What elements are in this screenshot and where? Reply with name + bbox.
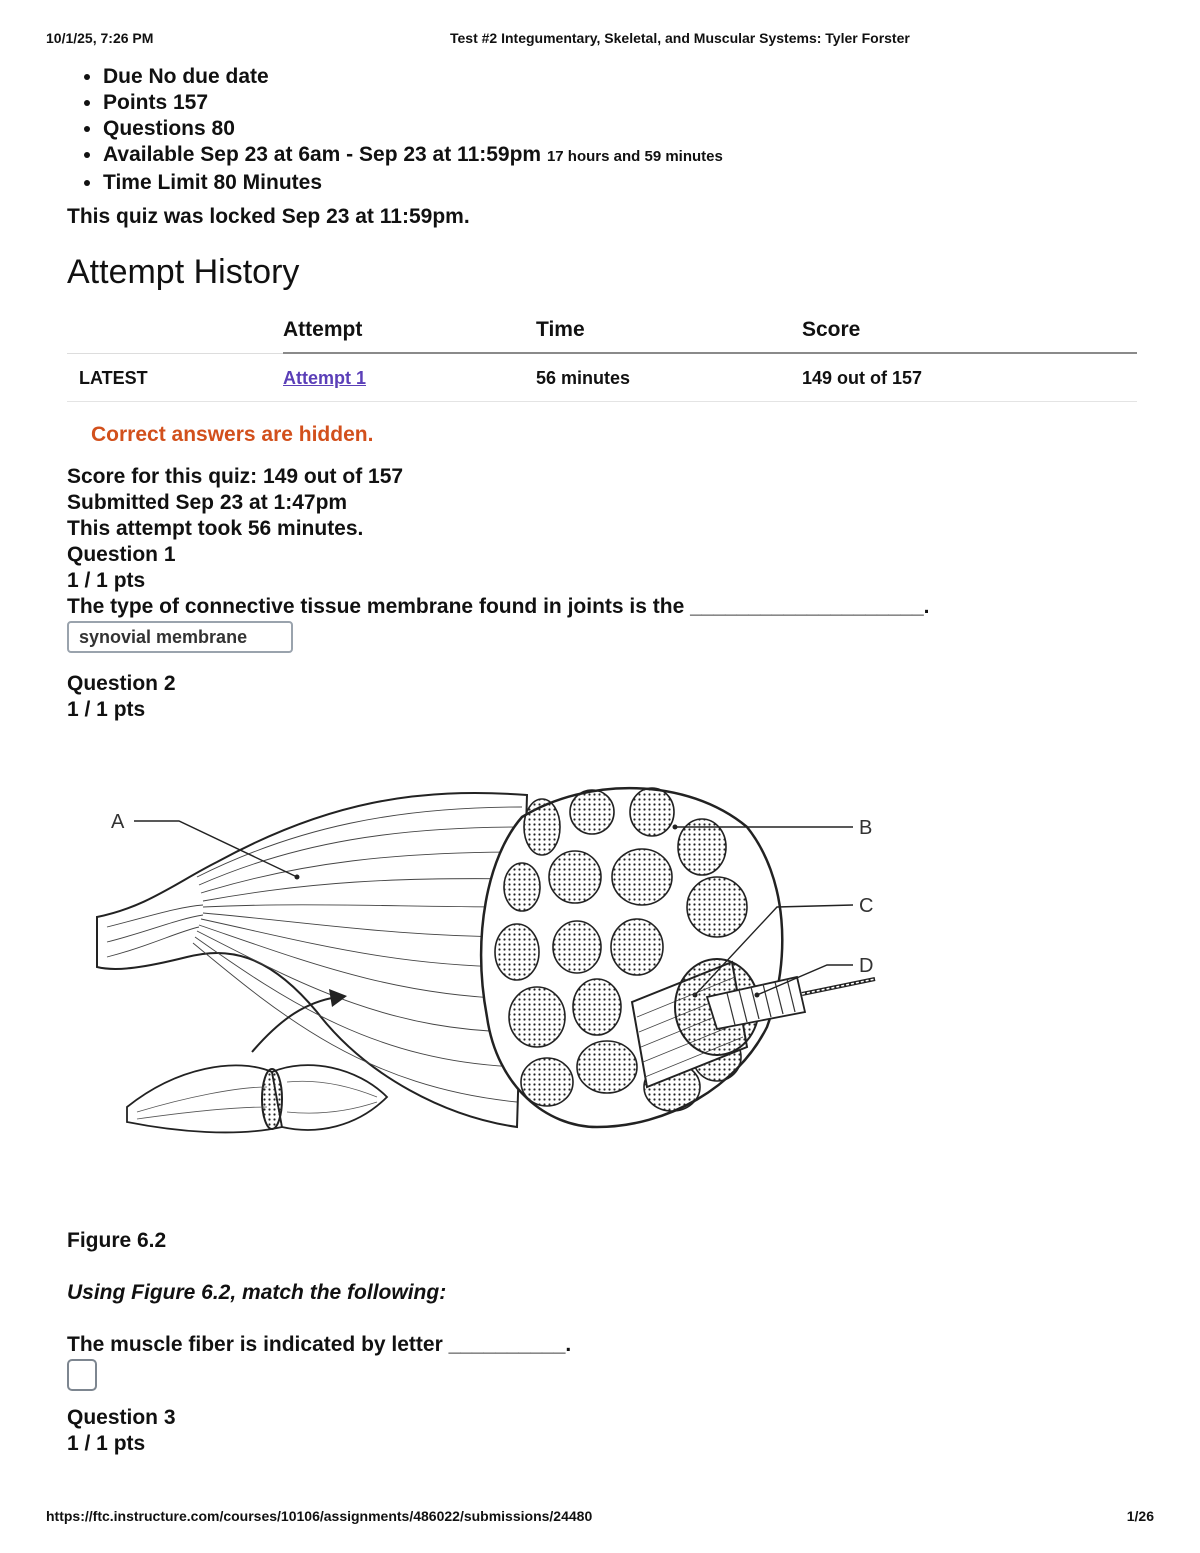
print-header: [46, 30, 1154, 50]
quiz-meta-list: [67, 64, 1137, 196]
attempt-duration: This attempt took 56 minutes.: [67, 517, 364, 540]
time-cell: 56 minutes: [536, 353, 802, 402]
meta-questions: • Questions 80: [103, 116, 1137, 142]
meta-points: • Points 157: [103, 90, 1137, 116]
question-text: The muscle fiber is indicated by letter __________.: [67, 1333, 572, 1356]
answer-field[interactable]: [67, 1359, 97, 1391]
print-footer: [46, 1508, 1154, 1528]
question-title: Question 1: [67, 543, 176, 566]
skeletal-muscle-illustration: [67, 767, 1137, 1207]
answer-field[interactable]: synovial membrane: [67, 621, 293, 653]
question-points: 1 / 1 pts: [67, 569, 146, 592]
meta-due: • Due No due date: [103, 64, 1137, 90]
score-cell: 149 out of 157: [802, 353, 1137, 402]
print-title: Test #2 Integumentary, Skeletal, and Muscular Systems: Tyler Forster: [450, 30, 910, 46]
attempt-history-table: [67, 312, 1137, 402]
attempt-link[interactable]: Attempt 1: [283, 368, 367, 388]
quiz-summary: [67, 464, 1137, 542]
table-row: [67, 353, 1137, 402]
quiz-score: Score for this quiz: 149 out of 157: [67, 465, 404, 488]
latest-tag: LATEST: [67, 353, 283, 402]
submitted-time: Submitted Sep 23 at 1:47pm: [67, 491, 348, 514]
locked-notice: This quiz was locked Sep 23 at 11:59pm.: [67, 205, 470, 228]
figure-label-d: D: [859, 955, 874, 977]
muscle-figure: [67, 767, 1137, 1207]
question-title: Question 2: [67, 672, 176, 695]
correct-answers-hidden-notice: Correct answers are hidden.: [91, 423, 374, 446]
question-3: [67, 1405, 1137, 1457]
meta-available: [103, 142, 1137, 170]
meta-available-text: Available Sep 23 at 6am - Sep 23 at 11:59pm: [103, 143, 542, 166]
question-instruction: Using Figure 6.2, match the following:: [67, 1281, 447, 1304]
meta-time-limit: • Time Limit 80 Minutes: [103, 170, 1137, 196]
page-number: 1/26: [1126, 1508, 1154, 1524]
question-points: 1 / 1 pts: [67, 1432, 146, 1455]
question-2: [67, 671, 1137, 1391]
print-date: 10/1/25, 7:26 PM: [46, 30, 154, 46]
quiz-content: [67, 64, 1137, 1457]
table-header-row: [67, 312, 1137, 353]
column-header-score: Score: [802, 312, 1137, 353]
column-header-attempt: Attempt: [283, 312, 536, 353]
figure-label-a: A: [111, 811, 125, 833]
attempt-cell: [283, 353, 536, 402]
attempt-history-heading: Attempt History: [67, 253, 300, 291]
print-url: https://ftc.instructure.com/courses/10106/assignments/486022/submissions/24480: [46, 1508, 593, 1524]
figure-caption: Figure 6.2: [67, 1229, 167, 1252]
figure-label-c: C: [859, 895, 874, 917]
question-title: Question 3: [67, 1406, 176, 1429]
meta-available-note: 17 hours and 59 minutes: [546, 148, 723, 165]
column-header-blank: [67, 312, 283, 353]
figure-label-b: B: [859, 817, 873, 839]
question-points: 1 / 1 pts: [67, 698, 146, 721]
question-text: The type of connective tissue membrane found in joints is the ____________________.: [67, 595, 930, 618]
question-1: [67, 542, 1137, 653]
column-header-time: Time: [536, 312, 802, 353]
